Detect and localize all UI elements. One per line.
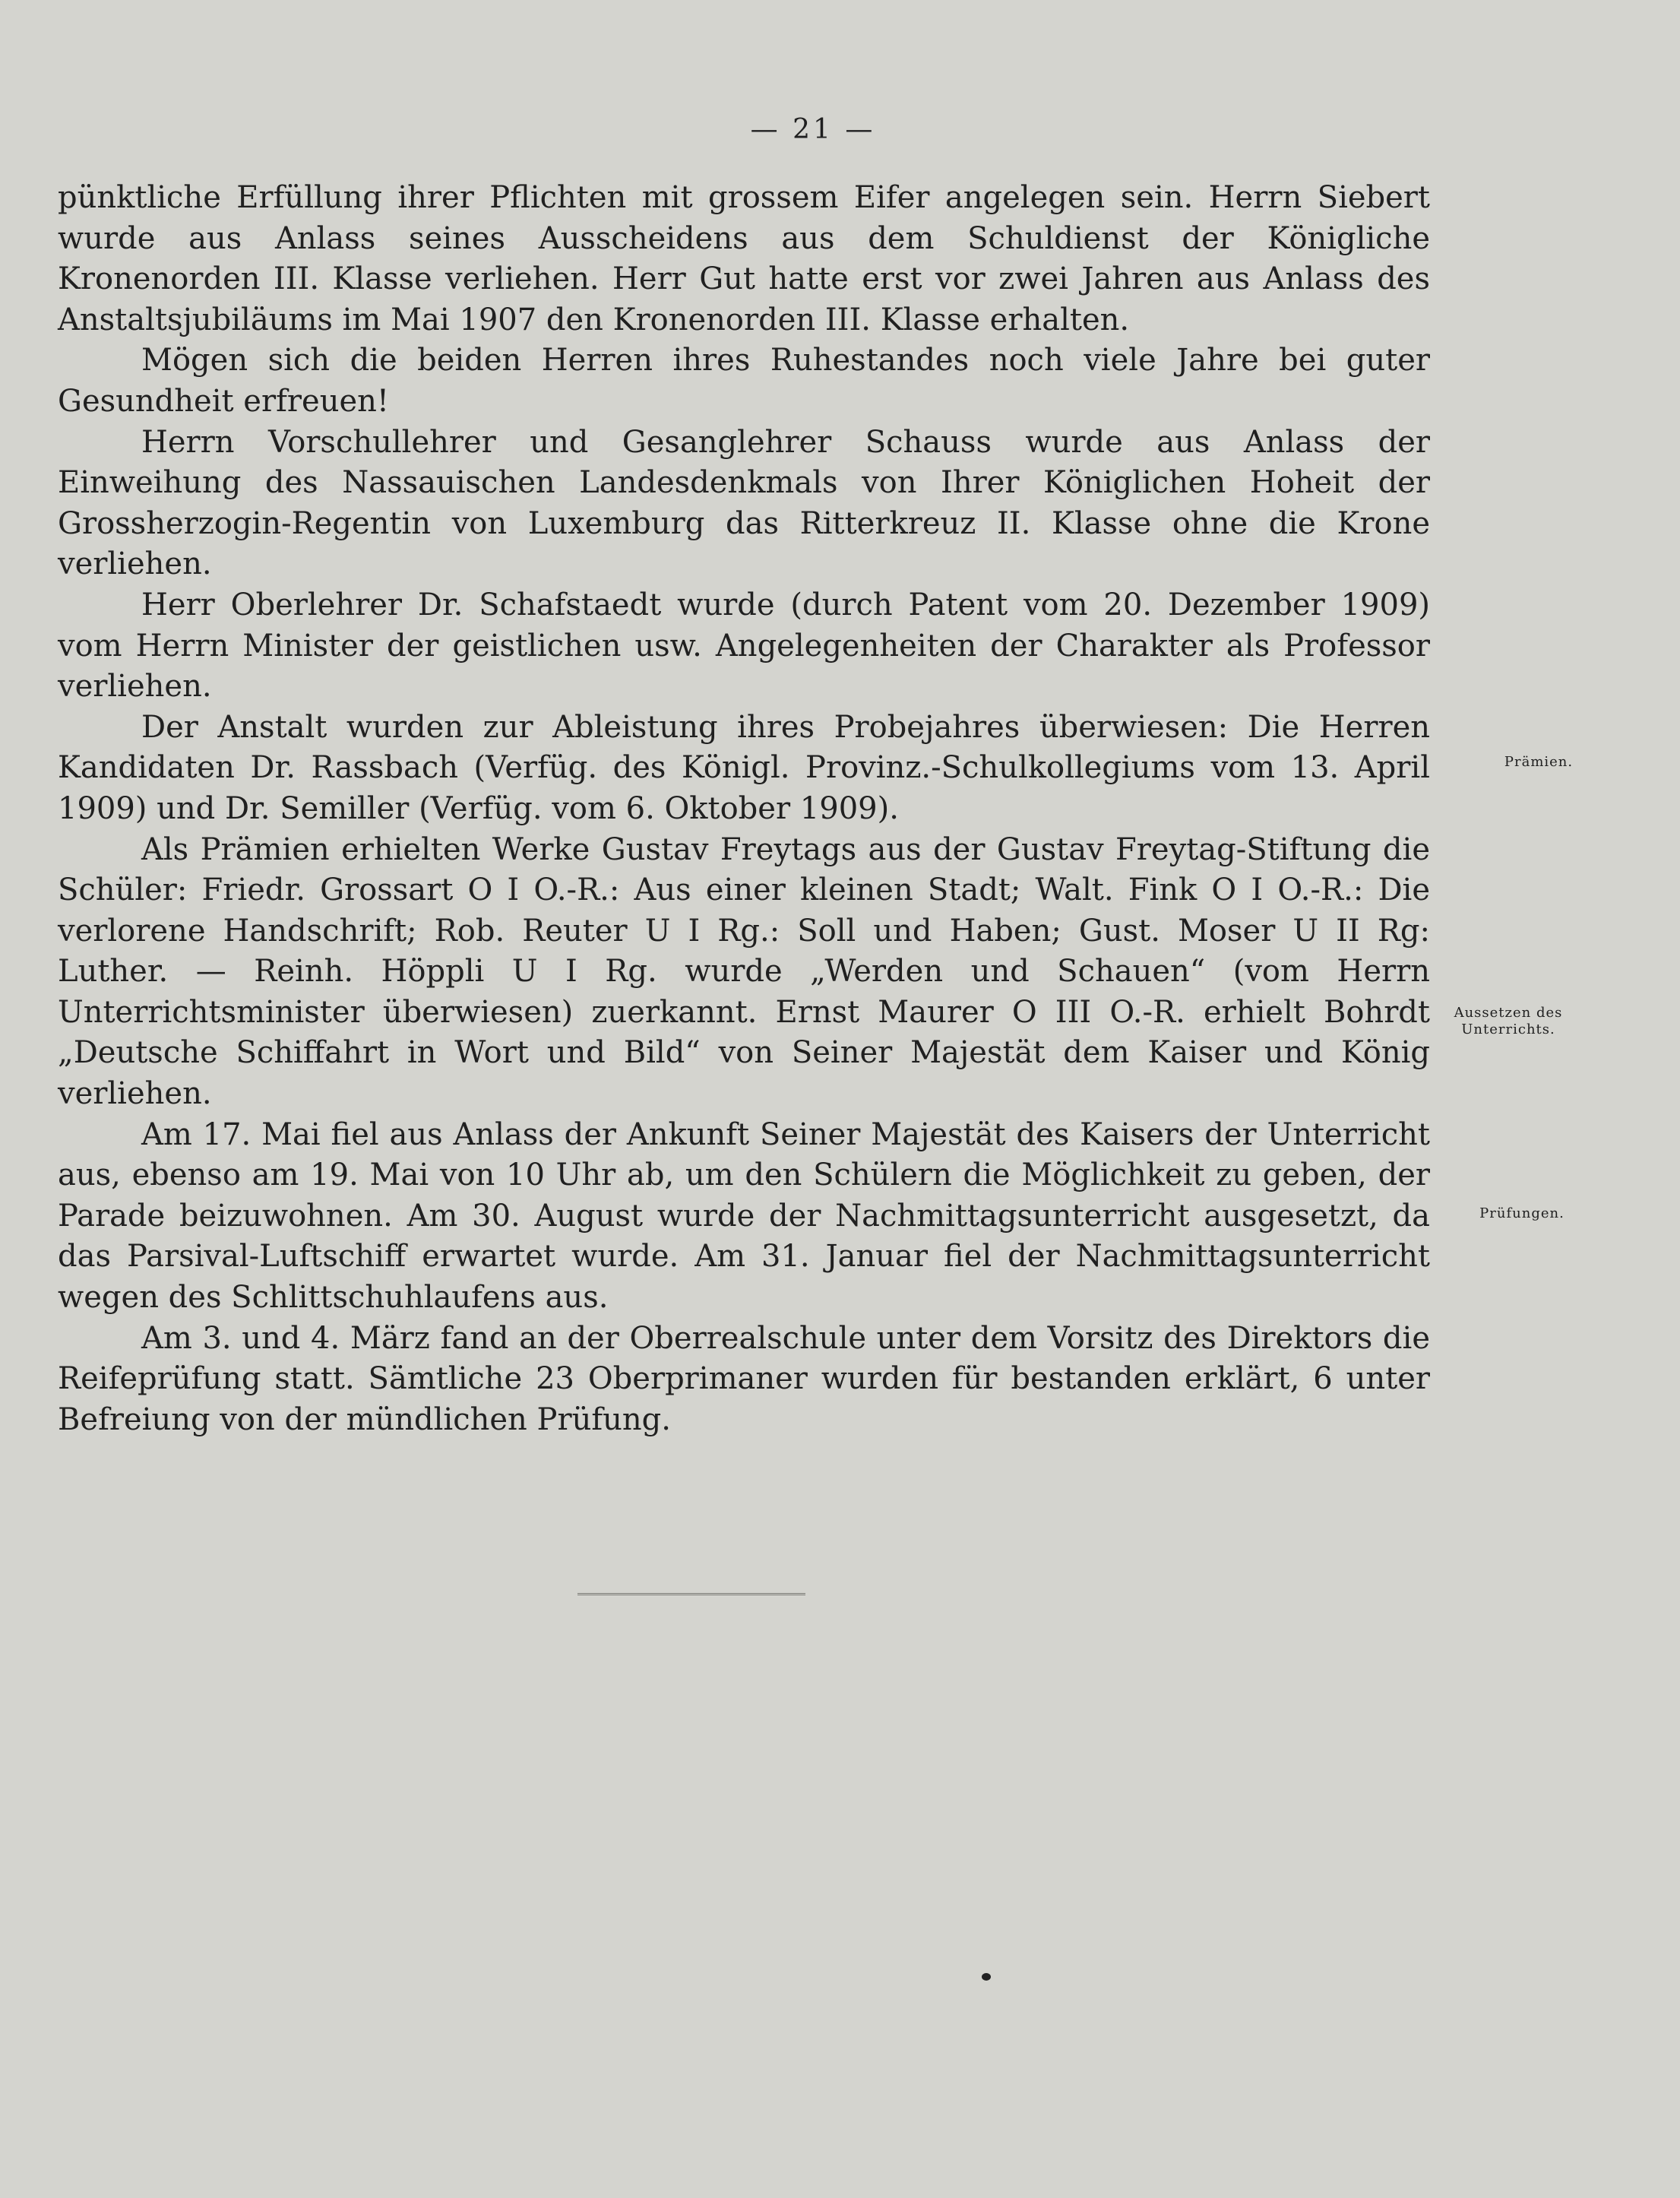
paragraph-6: Als Prämien erhielten Werke Gustav Freytags aus der Gustav Freytag-Stiftung die Schüler: Friedr. Grossart O I O.-R.: Aus einer kleinen Stadt; Walt. Fink O I O.-R.: Die verlorene Handschrift; Rob. Reuter U I Rg.: Soll und Haben; Gust. Moser U II Rg: Luther. — Reinh. Höppli U I Rg. wurde „Werden und Schauen“ (vom Herrn Unterrichtsminister überwiesen) zuerkannt. Ernst Maurer O III O.-R. erhielt Bohrdt „Deutsche Schiffahrt in Wort und Bild“ von Seiner Majestät dem Kaiser und König verliehen. <box>58 831 1430 1112</box>
paragraph-7: Am 17. Mai fiel aus Anlass der Ankunft Seiner Majestät des Kaisers der Unterricht aus, ebenso am 19. Mai von 10 Uhr ab, um den Schülern die Möglichkeit zu geben, der Parade beizuwohnen. Am 30. August wurde der Nachmittagsunterricht ausgesetzt, da das Parsival-Luftschiff erwartet wurde. Am 31. Januar fiel der Nachmittagsunterricht wegen des Schlittschuhlaufens aus. <box>58 1116 1430 1316</box>
margin-note-aussetzen-line2: Unterrichts. <box>1461 1021 1555 1037</box>
paragraph-2: Mögen sich die beiden Herren ihres Ruhestandes noch viele Jahre bei guter Gesundheit erfreuen! <box>58 343 1430 419</box>
section-divider <box>577 1593 805 1595</box>
page-number: — 21 — <box>750 114 876 145</box>
paragraph-1: pünktliche Erfüllung ihrer Pflichten mit grossem Eifer angelegen sein. Herrn Siebert wurde aus Anlass seines Ausscheidens aus dem Schuldienst der Königliche Kronenorden III. Klasse verliehen. Herr Gut hatte erst vor zwei Jahren aus Anlass des Anstaltsjubiläums im Mai 1907 den Kronenorden III. Klasse erhalten. <box>58 180 1430 337</box>
margin-note-praemien: Prämien. <box>1504 754 1574 770</box>
paragraph-5: Der Anstalt wurden zur Ableistung ihres Probejahres überwiesen: Die Herren Kandidaten Dr. Rassbach (Verfüg. des Königl. Provinz.-Schulkollegiums vom 13. April 1909) und Dr. Semiller (Verfüg. vom 6. Oktober 1909). <box>58 709 1430 826</box>
margin-note-aussetzen-line1: Aussetzen des <box>1454 1005 1563 1021</box>
paragraph-3: Herrn Vorschullehrer und Gesanglehrer Schauss wurde aus Anlass der Einweihung des Nassauischen Landesdenkmals von Ihrer Königlichen Hoheit der Grossherzogin-Regentin von Luxemburg das Ritterkreuz II. Klasse ohne die Krone verliehen. <box>58 424 1430 582</box>
margin-note-pruefungen: Prüfungen. <box>1479 1205 1565 1221</box>
ink-speck <box>982 1973 991 1981</box>
margin-note-aussetzen <box>1436 1005 1580 1038</box>
body-text <box>58 178 1430 1440</box>
paragraph-8: Am 3. und 4. März fand an der Oberrealschule unter dem Vorsitz des Direktors die Reifeprüfung statt. Sämtliche 23 Oberprimaner wurden für bestanden erklärt, 6 unter Befreiung von der mündlichen Prüfung. <box>58 1320 1430 1437</box>
paragraph-4: Herr Oberlehrer Dr. Schafstaedt wurde (durch Patent vom 20. Dezember 1909) vom Herrn Minister der geistlichen usw. Angelegenheiten der Charakter als Professor verliehen. <box>58 587 1430 705</box>
